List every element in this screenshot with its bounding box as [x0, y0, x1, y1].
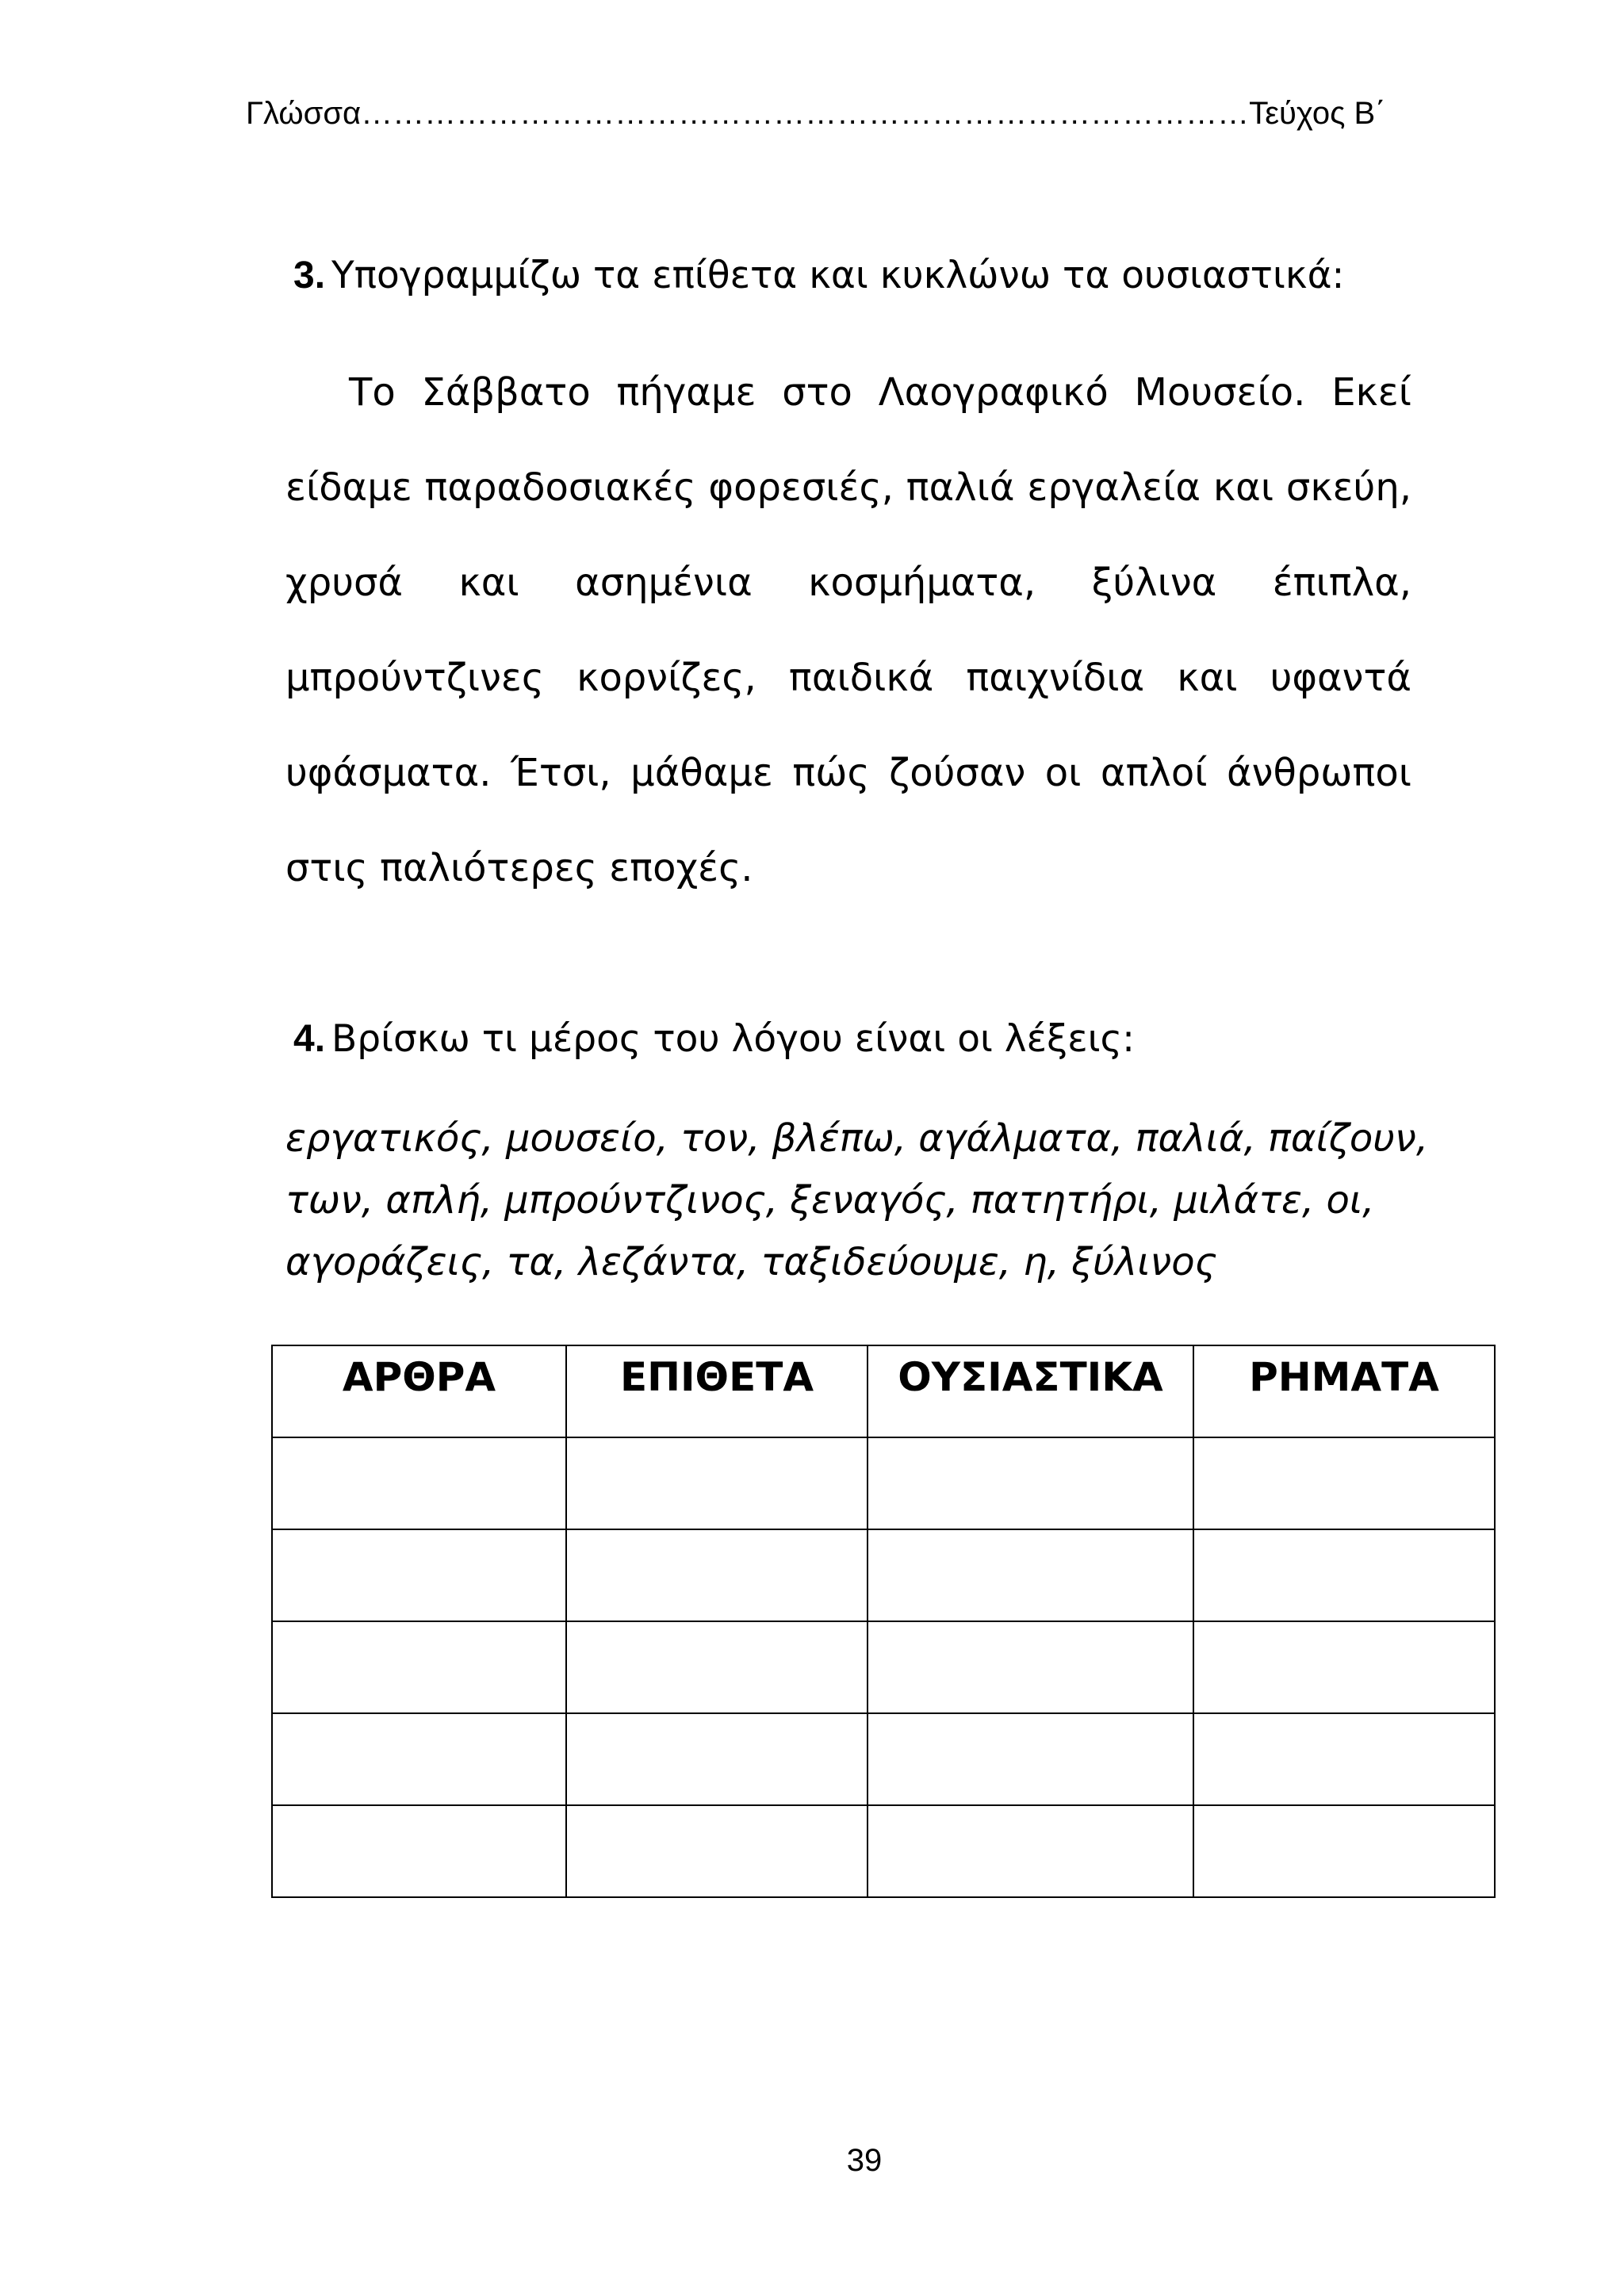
passage-line: στις παλιότερες εποχές. [285, 846, 753, 890]
table-row [272, 1529, 1495, 1621]
answer-cell-articles[interactable] [272, 1621, 566, 1713]
answer-cell-nouns[interactable] [868, 1529, 1193, 1621]
answer-cell-nouns[interactable] [868, 1713, 1193, 1805]
passage-line: υφάσματα. Έτσι, μάθαμε πώς ζούσαν οι απλοί άνθρωποι [285, 751, 1411, 795]
table-row [272, 1621, 1495, 1713]
answer-cell-nouns[interactable] [868, 1437, 1193, 1529]
answer-cell-articles[interactable] [272, 1805, 566, 1897]
passage-line: Το Σάββατο πήγαμε στο Λαογραφικό Μουσείο. Εκεί [349, 370, 1411, 415]
answer-cell-nouns[interactable] [868, 1805, 1193, 1897]
exercise-4-word-list [285, 1113, 1475, 1299]
parts-of-speech-table [271, 1345, 1496, 1898]
word-list-line: αγοράζεις, τα, λεζάντα, ταξιδεύουμε, η, ξύλινος [285, 1240, 1217, 1284]
word-list-line: εργατικός, μουσείο, τον, βλέπω, αγάλματα, παλιά, παίζουν, [285, 1116, 1429, 1161]
word-list-line: των, απλή, μπρούντζινος, ξεναγός, πατητήρι, μιλάτε, οι, [285, 1178, 1375, 1223]
table-row [272, 1437, 1495, 1529]
exercise-3-passage [285, 369, 1411, 939]
exercise-3-heading [293, 252, 1344, 300]
answer-cell-nouns[interactable] [868, 1621, 1193, 1713]
exercise-4-instruction: Βρίσκω τι μέρος του λόγου είναι οι λέξεις: [331, 1017, 1135, 1061]
page-number: 39 [846, 2143, 883, 2178]
answer-cell-adjectives[interactable] [566, 1437, 868, 1529]
header-dot-leader: ………………………………………………………………………… [361, 96, 1250, 131]
exercise-4-number: 4. [293, 1018, 326, 1060]
table-header-row [272, 1345, 1495, 1437]
exercise-4-heading [293, 1016, 1135, 1063]
answer-cell-verbs[interactable] [1193, 1437, 1495, 1529]
answer-cell-adjectives[interactable] [566, 1529, 868, 1621]
passage-line: μπρούντζινες κορνίζες, παιδικά παιχνίδια και υφαντά [285, 656, 1411, 700]
answer-cell-verbs[interactable] [1193, 1621, 1495, 1713]
header-subject: Γλώσσα [246, 96, 362, 131]
answer-cell-articles[interactable] [272, 1437, 566, 1529]
passage-line: χρυσά και ασημένια κοσμήματα, ξύλινα έπιπλα, [285, 561, 1411, 605]
exercise-3-number: 3. [293, 254, 326, 297]
answer-cell-adjectives[interactable] [566, 1805, 868, 1897]
column-header-adjectives: ΕΠΙΘΕΤΑ [566, 1345, 868, 1437]
answer-cell-adjectives[interactable] [566, 1621, 868, 1713]
column-header-verbs: ΡΗΜΑΤΑ [1193, 1345, 1495, 1437]
column-header-nouns: ΟΥΣΙΑΣΤΙΚΑ [868, 1345, 1193, 1437]
answer-cell-adjectives[interactable] [566, 1713, 868, 1805]
answer-cell-articles[interactable] [272, 1529, 566, 1621]
exercise-3-instruction: Υπογραμμίζω τα επίθετα και κυκλώνω τα ουσιαστικά: [331, 254, 1345, 297]
header-volume: Τεύχος Β΄ [1249, 96, 1386, 131]
table-row [272, 1805, 1495, 1897]
answer-cell-verbs[interactable] [1193, 1529, 1495, 1621]
answer-cell-verbs[interactable] [1193, 1713, 1495, 1805]
passage-line: είδαμε παραδοσιακές φορεσιές, παλιά εργαλεία και σκεύη, [285, 465, 1411, 510]
table-row [272, 1713, 1495, 1805]
page-header [246, 94, 1388, 133]
answer-cell-verbs[interactable] [1193, 1805, 1495, 1897]
answer-cell-articles[interactable] [272, 1713, 566, 1805]
column-header-articles: ΑΡΘΡΑ [272, 1345, 566, 1437]
